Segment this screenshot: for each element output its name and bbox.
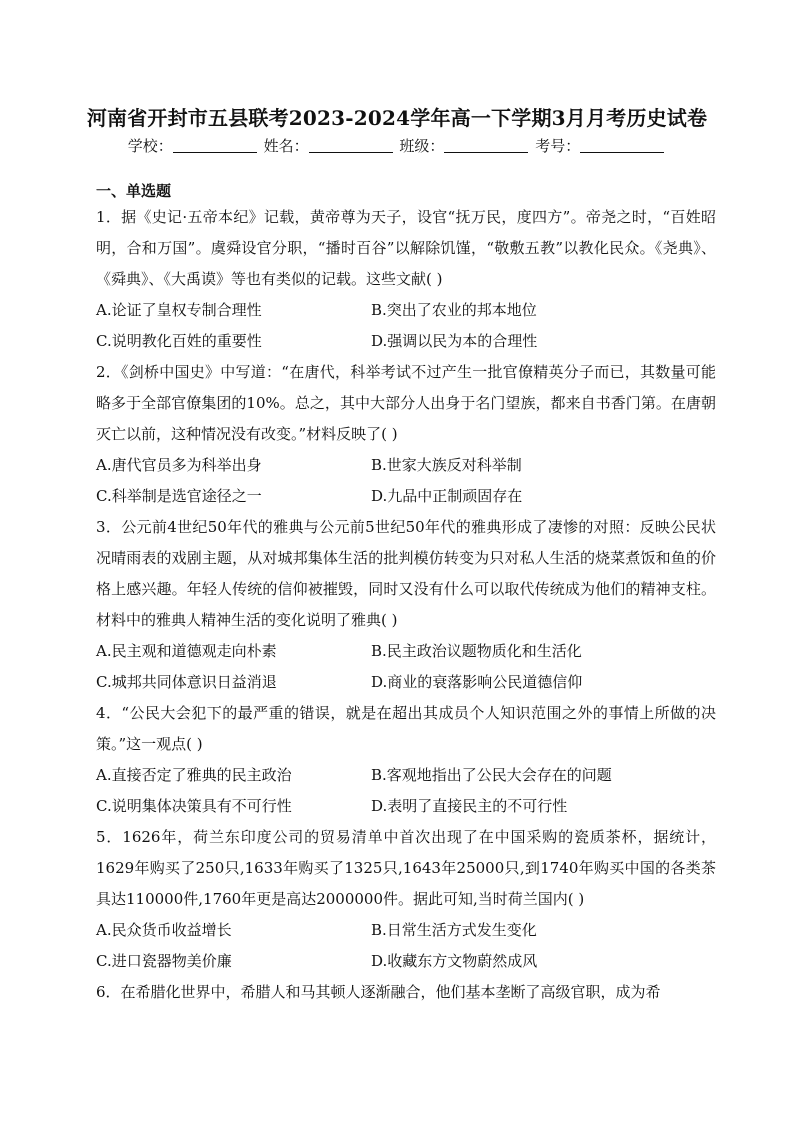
school-label: 学校： <box>127 137 173 155</box>
question-stem: 3．公元前4世纪50年代的雅典与公元前5世纪50年代的雅典形成了凄惨的对照：反映公民状况晴雨表的戏剧主题，从对城邦集体生活的批判模仿转变为只对私人生活的烧菜煮饭和鱼的价格上感兴趣。年轻人传统的信仰被摧毁，同时又没有什么可以取代传统成为他们的精神支柱。材料中的雅典人精神生活的变化说明了雅典( ) <box>96 518 716 629</box>
question-stem: 5．1626年，荷兰东印度公司的贸易清单中首次出现了在中国采购的瓷质茶杯，据统计，1629年购买了250只,1633年购买了1325只,1643年25000只,到1740年购买中国的各类茶具达110000件,1760年更是高达2000000件。据此可知,当时荷兰国内( ) <box>96 828 716 908</box>
school-blank[interactable] <box>173 138 257 153</box>
question-3 <box>96 512 716 698</box>
option-c[interactable]: C.城邦共同体意识日益消退 <box>96 673 277 691</box>
option-a[interactable]: A.直接否定了雅典的民主政治 <box>96 766 292 784</box>
option-b[interactable]: B.世家大族反对科举制 <box>371 456 522 474</box>
question-4 <box>96 698 716 822</box>
option-group <box>96 760 716 822</box>
option-b[interactable]: B.突出了农业的邦本地位 <box>371 301 537 319</box>
option-c[interactable]: C.进口瓷器物美价廉 <box>96 952 232 970</box>
question-stem: 6．在希腊化世界中，希腊人和马其顿人逐渐融合，他们基本垄断了高级官职，成为希 <box>96 983 661 1001</box>
question-2 <box>96 357 716 512</box>
option-c[interactable]: C.科举制是选官途径之一 <box>96 487 262 505</box>
question-stem: 4．“公民大会犯下的最严重的错误，就是在超出其成员个人知识范围之外的事情上所做的决策。”这一观点( ) <box>96 704 716 753</box>
class-blank[interactable] <box>444 138 528 153</box>
class-label: 班级： <box>399 137 445 155</box>
section-title: 一、单选题 <box>96 182 172 200</box>
option-d[interactable]: D.收藏东方文物蔚然成风 <box>371 952 538 970</box>
option-b[interactable]: B.客观地指出了公民大会存在的问题 <box>371 766 612 784</box>
option-b[interactable]: B.日常生活方式发生变化 <box>371 921 537 939</box>
question-stem: 1．据《史记·五帝本纪》记载，黄帝尊为天子，设官“抚万民，度四方”。帝尧之时，“百姓昭明，合和万国”。虞舜设官分职，“播时百谷”以解除饥馑，“敬敷五教”以教化民众。《尧典》、《舜典》、《大禹谟》等也有类似的记载。这些文献( ) <box>96 208 716 288</box>
option-a[interactable]: A.唐代官员多为科举出身 <box>96 456 262 474</box>
question-5 <box>96 822 716 977</box>
name-blank[interactable] <box>309 138 393 153</box>
option-a[interactable]: A.民主观和道德观走向朴素 <box>96 642 277 660</box>
name-label: 姓名： <box>263 137 309 155</box>
option-d[interactable]: D.强调以民为本的合理性 <box>371 332 538 350</box>
option-a[interactable]: A.论证了皇权专制合理性 <box>96 301 262 319</box>
option-c[interactable]: C.说明集体决策具有不可行性 <box>96 797 292 815</box>
option-d[interactable]: D.表明了直接民主的不可行性 <box>371 797 568 815</box>
exam-number-blank[interactable] <box>580 138 664 153</box>
option-c[interactable]: C.说明教化百姓的重要性 <box>96 332 262 350</box>
option-b[interactable]: B.民主政治议题物质化和生活化 <box>371 642 582 660</box>
student-info-line <box>0 135 794 156</box>
option-d[interactable]: D.商业的衰落影响公民道德信仰 <box>371 673 583 691</box>
question-stem: 2．《剑桥中国史》中写道：“在唐代，科举考试不过产生一批官僚精英分子而已，其数量可能略多于全部官僚集团的10%。总之，其中大部分人出身于名门望族，都来自书香门第。在唐朝灭亡以前，这种情况没有改变。”材料反映了( ) <box>96 363 716 443</box>
option-group <box>96 450 716 512</box>
option-group <box>96 915 716 977</box>
question-6 <box>96 977 716 1008</box>
question-list <box>96 202 716 1008</box>
exam-number-label: 考号： <box>535 137 581 155</box>
option-group <box>96 295 716 357</box>
exam-title: 河南省开封市五县联考2023-2024学年高一下学期3月月考历史试卷 <box>86 106 708 130</box>
option-group <box>96 636 716 698</box>
option-a[interactable]: A.民众货币收益增长 <box>96 921 232 939</box>
question-1 <box>96 202 716 357</box>
option-d[interactable]: D.九品中正制顽固存在 <box>371 487 523 505</box>
